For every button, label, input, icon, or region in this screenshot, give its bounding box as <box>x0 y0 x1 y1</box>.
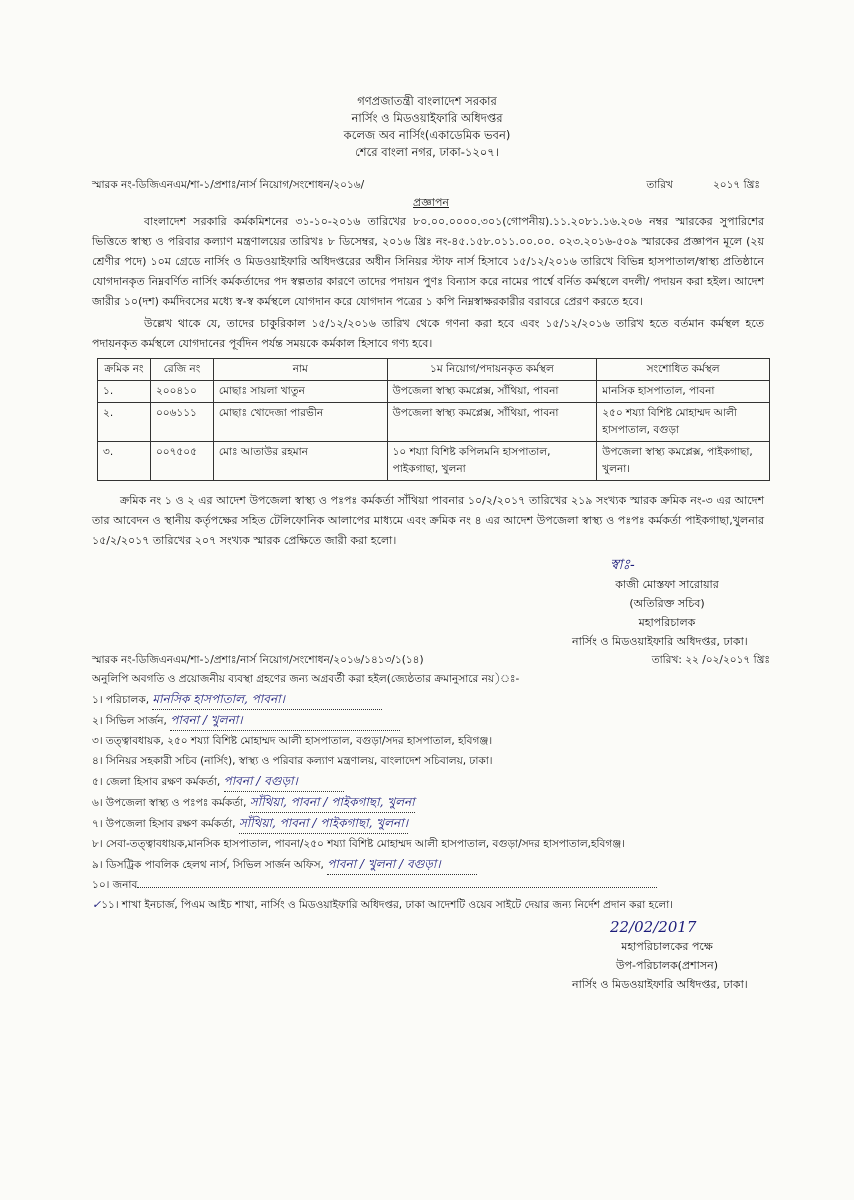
document-title: প্রজ্ঞাপন <box>413 196 449 209</box>
cc-item-text: ৬। উপজেলা স্বাস্থ্য ও পঃপঃ কর্মকর্তা, <box>92 797 247 809</box>
table-header-row <box>98 359 770 381</box>
cc-item-text: ১০। জনাব <box>92 879 138 891</box>
table-row <box>98 381 770 403</box>
signatory-office: নার্সিং ও মিডওয়াইফারি অধিদপ্তর, ঢাকা। <box>572 635 748 648</box>
table-row <box>98 403 770 442</box>
cc-item: ৪। সিনিয়র সহকারী সচিব (নার্সিং), স্বাস্থ্য ও পরিবার কল্যাণ মন্ত্রণালয়, বাংলাদেশ সচিবালয়, ঢাকা। <box>92 755 493 767</box>
col-header-first-posting: ১ম নিয়োগ/পদায়নকৃত কর্মস্থল <box>387 359 597 381</box>
memo2-date: তারিখ: ২২ /০২/২০১৭ খ্রিঃ <box>651 654 770 666</box>
header-line-4: শেরে বাংলা নগর, ঢাকা-১২০৭। <box>355 145 499 159</box>
signatory-name: কাজী মোস্তফা সারোয়ার <box>615 578 719 591</box>
cc-item-handwritten: মানসিক হাসপাতাল, পাবনা। <box>152 689 382 710</box>
signature-2-scribble: 22/02/2017 <box>610 918 697 936</box>
cc-blank-line <box>137 875 657 888</box>
cell-name: মোঃ আতাউর রহমান <box>213 442 387 481</box>
document-body <box>92 176 770 994</box>
cell-serial: ৩. <box>98 442 151 481</box>
cc-item-text: ১। পরিচালক, <box>92 694 150 706</box>
cc-item <box>92 854 770 875</box>
cc-item-handwritten: পাবনা / বগুড়া। <box>224 771 344 792</box>
cc-item-11-number: ১১। <box>101 899 119 911</box>
cell-first-posting: উপজেলা স্বাস্থ্য কমপ্লেক্স, সাঁথিয়া, পাবনা <box>387 381 597 403</box>
cc-item <box>92 689 770 710</box>
signature-scribble: স্বাঃ- <box>610 557 635 573</box>
cell-name: মোছাঃ খোদেজা পারভীন <box>213 403 387 442</box>
memo-date-value: ২০১৭ খ্রিঃ <box>712 179 760 191</box>
cc-item-handwritten: পাবনা / খুলনা / বগুড়া। <box>327 854 477 875</box>
cell-serial: ২. <box>98 403 151 442</box>
signature-block-1 <box>562 555 772 632</box>
cc-item <box>92 771 770 792</box>
cc-item-handwritten: পাবনা / খুলনা। <box>170 710 400 731</box>
signatory-2-office: নার্সিং ও মিডওয়াইফারি অধিদপ্তর, ঢাকা। <box>572 978 748 991</box>
cc-item-11-text: শাখা ইনচার্জ, পিএম আইচ শাখা, নার্সিং ও মিডওয়াইফারি অধিদপ্তর, ঢাকা আদেশটি ওয়েব সাইটে দেয়ার জন্য নির্দেশ প্রদান করা হলো। <box>121 899 674 911</box>
cc-item-11 <box>92 895 764 915</box>
signature-block-2 <box>562 917 772 975</box>
memo-line <box>92 176 770 194</box>
cc-item-text: ৫। জেলা হিসাব রক্ষণ কর্মকর্তা, <box>92 776 221 788</box>
table-row <box>98 442 770 481</box>
cc-item-text: ৭। উপজেলা হিসাব রক্ষণ কর্মকর্তা, <box>92 818 236 830</box>
cc-item-text: ৯। ডিসট্রিক পাবলিক হেলথ নার্স, সিভিল সার্জন অফিস, <box>92 859 324 871</box>
memo2-line <box>92 651 770 669</box>
cc-item: ৮। সেবা-তত্ত্বাবধায়ক,মানসিক হাসপাতাল, পাবনা/২৫০ শয্যা বিশিষ্ট মোহাম্মদ আলী হাসপাতাল, বগুড়া/সদর হাসপাতাল,হবিগঞ্জ। <box>92 838 625 850</box>
cell-reg: ২০০৪১০ <box>150 381 213 403</box>
cell-first-posting: ১০ শয্যা বিশিষ্ট কপিলমনি হাসপাতাল, পাইকগাছা, খুলনা <box>387 442 597 481</box>
header-line-2: নার্সিং ও মিডওয়াইফারি অধিদপ্তর <box>351 111 503 125</box>
on-behalf-label: মহাপরিচালকের পক্ষে <box>621 940 713 953</box>
cc-list <box>92 689 770 895</box>
memo2-ref: স্মারক নং-ডিজিএনএম/শা-১/প্রশাঃ/নার্স নিয়োগ/সংশোধন/২০১৬/১৪১৩/১(১৪) <box>92 654 424 666</box>
cc-item-handwritten: সাঁথিয়া, পাবনা / পাইকগাছা, খুলনা। <box>239 813 408 834</box>
memo-date <box>646 176 760 194</box>
signatory-title: মহাপরিচালক <box>638 616 696 629</box>
transfer-table <box>97 358 770 481</box>
cc-intro: অনুলিপি অবগতি ও প্রয়োজনীয় ব্যবস্থা গ্রহণের জন্য অগ্রবর্তী করা হইল(জ্যেষ্ঠতার ক্রমানুসারে নয়)ঃ- <box>92 673 520 685</box>
cc-item <box>92 792 770 813</box>
cell-serial: ১. <box>98 381 151 403</box>
cc-item <box>92 875 770 895</box>
col-header-name: নাম <box>213 359 387 381</box>
memo-ref: স্মারক নং-ডিজিএনএম/শা-১/প্রশাঃ/নার্স নিয়োগ/সংশোধন/২০১৬/ <box>92 179 365 191</box>
cell-name: মোছাঃ সায়লা খাতুন <box>213 381 387 403</box>
cc-item-text: ২। সিভিল সার্জন, <box>92 715 167 727</box>
memo-date-label: তারিখ <box>646 179 673 191</box>
cc-item-handwritten: সাঁথিয়া, পাবনা / পাইকগাছা, খুলনা <box>250 792 415 813</box>
col-header-revised-posting: সংশোধিত কর্মস্থল <box>597 359 770 381</box>
cell-first-posting: উপজেলা স্বাস্থ্য কমপ্লেক্স, সাঁথিয়া, পাবনা <box>387 403 597 442</box>
header-line-3: কলেজ অব নার্সিং(একাডেমিক ভবন) <box>343 128 511 142</box>
cell-reg: ০০৬১১১ <box>150 403 213 442</box>
check-mark-icon: ✓ <box>92 898 102 911</box>
cell-revised-posting: মানসিক হাসপাতাল, পাবনা <box>597 381 770 403</box>
cc-item <box>92 710 770 731</box>
cell-revised-posting: ২৫০ শয্যা বিশিষ্ট মোহাম্মদ আলী হাসপাতাল, বগুড়া <box>597 403 770 442</box>
header-line-1: গণপ্রজাতন্ত্রী বাংলাদেশ সরকার <box>357 94 497 108</box>
body-paragraph-1: বাংলাদেশ সরকারি কর্মকমিশনের ৩১-১০-২০১৬ তারিখের ৮০.০০.০০০০.৩০১(গোপনীয়).১১.২০৮১.১৬.২০৬ নম্বর স্মারকের সুপারিশের ভিত্তিতে স্বাস্থ্য ও পরিবার কল্যাণ মন্ত্রণালয়ের তারিখঃ ৮ ডিসেম্বর, ২০১৬ খ্রিঃ নং-৪৫.১৫৮.০১১.০০.০০. ০২৩.২০১৬-৫০৯ স্মারকের প্রজ্ঞাপন মূলে (২য় শ্রেণীর পদে) ১০ম গ্রেডে নার্সিং ও মিডওয়াইফারি অধিদপ্তরের অধীন সিনিয়র স্টাফ নার্স হিসাবে ১৫/১২/২০১৬ তারিখে বিভিন্ন হাসপাতাল/স্বাস্থ্য প্রতিষ্ঠানে যোগদানকৃত নিম্নবর্ণিত নার্সিং কর্মকর্তাদের পদ স্বল্পতার কারণে তাদের পদায়ন পুণঃ বিন্যাস করে নামের পার্শ্বে বর্নিত কর্মস্থলে বদলী/ পদায়ন করা হইল। আদেশ জারীর ১০(দশ) কর্মদিবসের মধ্যে স্ব-স্ব কর্মস্থলে যোগদান করে যোগদান পত্রের ১ কপি নিম্নস্বাক্ষরকারীর বরাবরে প্রেরণ করতে হবে। <box>92 215 764 308</box>
cc-item <box>92 813 770 834</box>
col-header-serial: ক্রমিক নং <box>98 359 151 381</box>
govt-header <box>0 93 854 161</box>
signatory-rank: (অতিরিক্ত সচিব) <box>629 597 705 610</box>
signatory-2-title: উপ-পরিচালক(প্রশাসন) <box>615 959 718 972</box>
cell-reg: ০০৭৫০৫ <box>150 442 213 481</box>
cc-item: ৩। তত্ত্বাবধায়ক, ২৫০ শয্যা বিশিষ্ট মোহাম্মদ আলী হাসপাতাল, বগুড়া/সদর হাসপাতাল, হবিগঞ্জ। <box>92 735 493 747</box>
col-header-reg: রেজি নং <box>150 359 213 381</box>
body-paragraph-2: উল্লেখ থাকে যে, তাদের চাকুরিকাল ১৫/১২/২০১৬ তারিখ থেকে গণনা করা হবে এবং ১৫/১২/২০১৬ তারিখ হতে বর্তমান কর্মস্থল হতে পদায়নকৃত কর্মস্থলে যোগদানের পূর্বদিন পর্যন্ত সময়কে কর্মকাল হিসাবে গণ্য হবে। <box>92 317 764 350</box>
cell-revised-posting: উপজেলা স্বাস্থ্য কমপ্লেক্স, পাইকগাছা, খুলনা। <box>597 442 770 481</box>
body-paragraph-3: ক্রমিক নং ১ ও ২ এর আদেশ উপজেলা স্বাস্থ্য ও পঃপঃ কর্মকর্তা সাঁথিয়া পাবনার ১০/২/২০১৭ তারিখের ২১৯ সংখ্যক স্মারক ক্রমিক নং-৩ এর আদেশ তার আবেদন ও স্থানীয় কর্তৃপক্ষের সহিত টেলিফোনিক আলাপের মাধ্যমে এবং ক্রমিক নং ৪ এর আদেশ উপজেলা স্বাস্থ্য ও পঃপঃ কর্মকর্তা পাইকগাছা,খুলনার ১৫/২/২০১৭ তারিখের ২০৭ সংখ্যক স্মারক প্রেক্ষিতে জারী করা হলো। <box>92 494 764 547</box>
